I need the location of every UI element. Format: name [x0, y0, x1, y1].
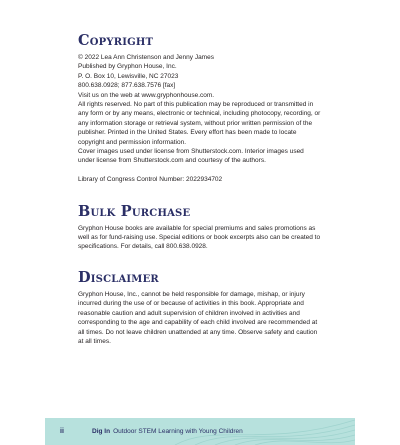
phone-line: 800.638.0928; 877.638.7576 [fax]: [78, 82, 176, 90]
copyright-line: © 2022 Lea Ann Christenson and Jenny James: [78, 54, 214, 61]
bulk-purchase-heading: Bulk Purchase: [78, 202, 191, 220]
page-number: ii: [60, 428, 64, 435]
disclaimer-heading: Disclaimer: [78, 268, 159, 286]
cover-images-paragraph: Cover images used under license from Shutterstock.com. Interior images used under license from Shutterstock.com and courtesy of the authors.: [78, 148, 304, 165]
copyright-page: [78, 32, 322, 346]
copyright-heading: Copyright: [78, 32, 154, 49]
publisher-line: Published by Gryphon House, Inc.: [78, 63, 177, 71]
series-name: Dig In: [92, 428, 111, 435]
rights-paragraph: All rights reserved. No part of this publication may be reproduced or transmitted in any form or by any means, electronic or technical, including photocopy, recording, or any information storage or retrieval system, without prior written permission of the publisher. Printed in the United States. Every effort has been made to locate copyright and permission information.: [78, 101, 321, 146]
book-title: Outdoor STEM Learning with Young Children: [113, 428, 243, 435]
disclaimer-paragraph: Gryphon House, Inc., cannot be held responsible for damage, mishap, or injury incurred during the use of or because of activities in this book. Appropriate and reasonable caution and adult supervision of children involved in activities and corresponding to the age and capability of each child involved are recommended at all times. Do not leave children unattended at any time. Observe safety and caution at all times.: [78, 290, 318, 345]
loc-number: Library of Congress Control Number: 2022934702: [78, 176, 223, 184]
bulk-purchase-paragraph: Gryphon House books are available for special premiums and sales promotions as well as for fund-raising use. Special editions or book excerpts also can be created to specifications. For details, call 800.638.0928.: [78, 224, 321, 251]
footer-band: [45, 418, 355, 445]
website-line: Visit us on the web at www.gryphonhouse.com.: [78, 91, 215, 99]
running-footer: [92, 428, 243, 435]
spacer: [78, 166, 322, 175]
address-line: P. O. Box 10, Lewisville, NC 27023: [78, 72, 179, 80]
